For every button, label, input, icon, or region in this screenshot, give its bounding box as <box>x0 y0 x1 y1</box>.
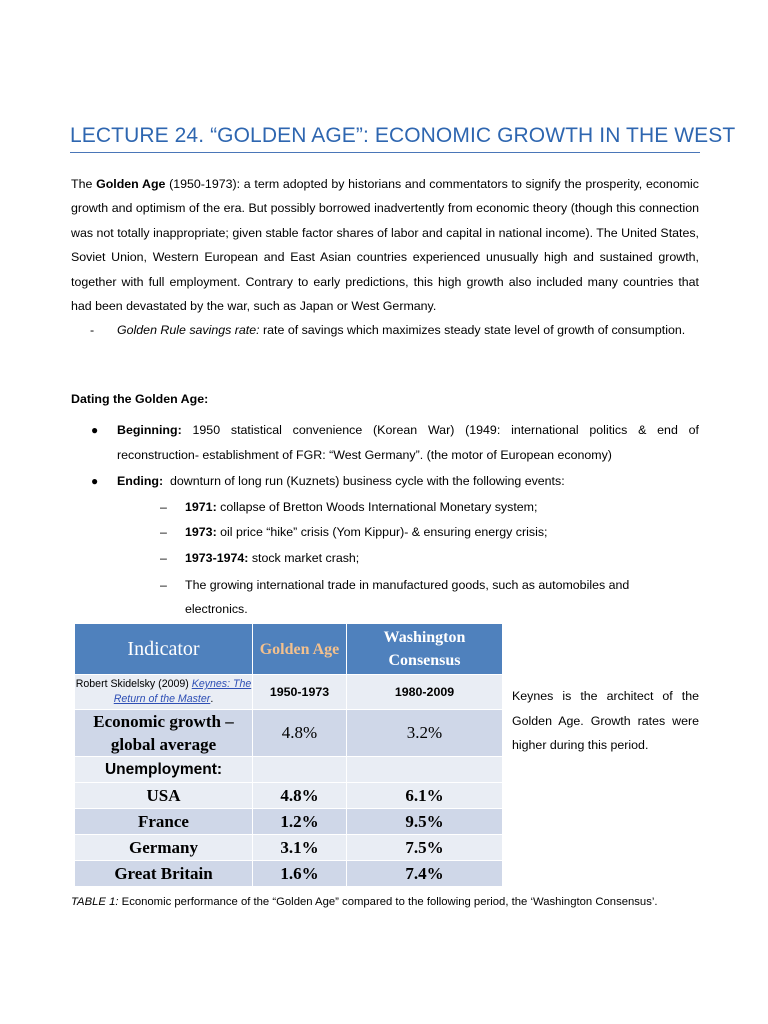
period-washington: 1980-2009 <box>347 675 503 710</box>
dating-heading: Dating the Golden Age: <box>71 392 209 406</box>
golden-rule-term: Golden Rule savings rate: <box>117 323 260 337</box>
country-name: Germany <box>75 835 253 861</box>
event-item: – 1973-1974: stock market crash; <box>160 546 680 570</box>
unemployment-label: Unemployment: <box>75 757 253 783</box>
side-note: Keynes is the architect of the Golden Age. Growth rates were higher during this period. <box>512 689 699 752</box>
event-item: – 1971: collapse of Bretton Woods International Monetary system; <box>160 495 680 519</box>
growth-washington: 3.2% <box>347 710 503 757</box>
dash-icon: – <box>160 525 167 539</box>
table-row <box>75 783 503 809</box>
dash-icon: – <box>160 551 167 565</box>
bullet-icon: ● <box>91 474 99 488</box>
event-item: – The growing international trade in manufactured goods, such as automobiles and electronics. <box>160 573 680 622</box>
table-row <box>75 710 503 757</box>
table-row <box>75 835 503 861</box>
table-row <box>75 809 503 835</box>
growth-label: Economic growth – global average <box>75 710 253 757</box>
dash-icon: – <box>160 500 167 514</box>
table-header-row <box>75 624 503 675</box>
country-washington: 7.4% <box>347 861 503 887</box>
dash-icon: – <box>160 578 167 592</box>
table-row <box>75 675 503 710</box>
indicator-table <box>74 623 503 887</box>
country-name: France <box>75 809 253 835</box>
dash-marker: - <box>90 323 95 337</box>
header-golden-age: Golden Age <box>253 624 347 675</box>
intro-paragraph: The Golden Age (1950-1973): a term adopted by historians and commentators to signify the prosperity, economic growth and optimism of the era. But possibly borrowed inadvertently from economic theory (though this connection was not totally inappropriate; given stable factor shares of labor and capital in national income). The United States, Soviet Union, Western European and East Asian countries experienced unusually high and sustained growth, together with full employment. Contrary to early predictions, this high growth also included many countries that had been devastated by the war, such as Japan or West Germany. <box>71 177 699 314</box>
country-washington: 6.1% <box>347 783 503 809</box>
header-indicator: Indicator <box>75 624 253 675</box>
event-item: – 1973: oil price “hike” crisis (Yom Kippur)- & ensuring energy crisis; <box>160 520 680 544</box>
country-golden: 4.8% <box>253 783 347 809</box>
bullet-ending: ● Ending: downturn of long run (Kuznets) business cycle with the following events: <box>91 469 699 494</box>
lecture-title: LECTURE 24. “GOLDEN AGE”: ECONOMIC GROWTH IN THE WEST <box>70 124 700 153</box>
country-washington: 9.5% <box>347 809 503 835</box>
bullet-icon: ● <box>91 423 99 437</box>
table-caption: TABLE 1: Economic performance of the “Golden Age” compared to the following period, the ‘Washington Consensus’. <box>71 896 658 908</box>
country-golden: 3.1% <box>253 835 347 861</box>
table-row <box>75 861 503 887</box>
country-name: Great Britain <box>75 861 253 887</box>
period-golden: 1950-1973 <box>253 675 347 710</box>
bullet-beginning: ● Beginning: 1950 statistical convenience (Korean War) (1949: international politics & end of reconstruction- establishment of FGR: “West Germany”. (the motor of European economy) <box>91 418 699 467</box>
source-cell: Robert Skidelsky (2009) Keynes: The Return of the Master. <box>75 675 253 710</box>
table-row <box>75 757 503 783</box>
source-book-link[interactable]: Keynes: The Return of the Master <box>113 678 252 705</box>
golden-rule-item: - Golden Rule savings rate: rate of savings which maximizes steady state level of growth of consumption. <box>90 318 699 343</box>
growth-golden: 4.8% <box>253 710 347 757</box>
header-washington: Washington Consensus <box>347 624 503 675</box>
golden-age-term: Golden Age <box>96 177 166 191</box>
country-name: USA <box>75 783 253 809</box>
country-washington: 7.5% <box>347 835 503 861</box>
country-golden: 1.6% <box>253 861 347 887</box>
country-golden: 1.2% <box>253 809 347 835</box>
